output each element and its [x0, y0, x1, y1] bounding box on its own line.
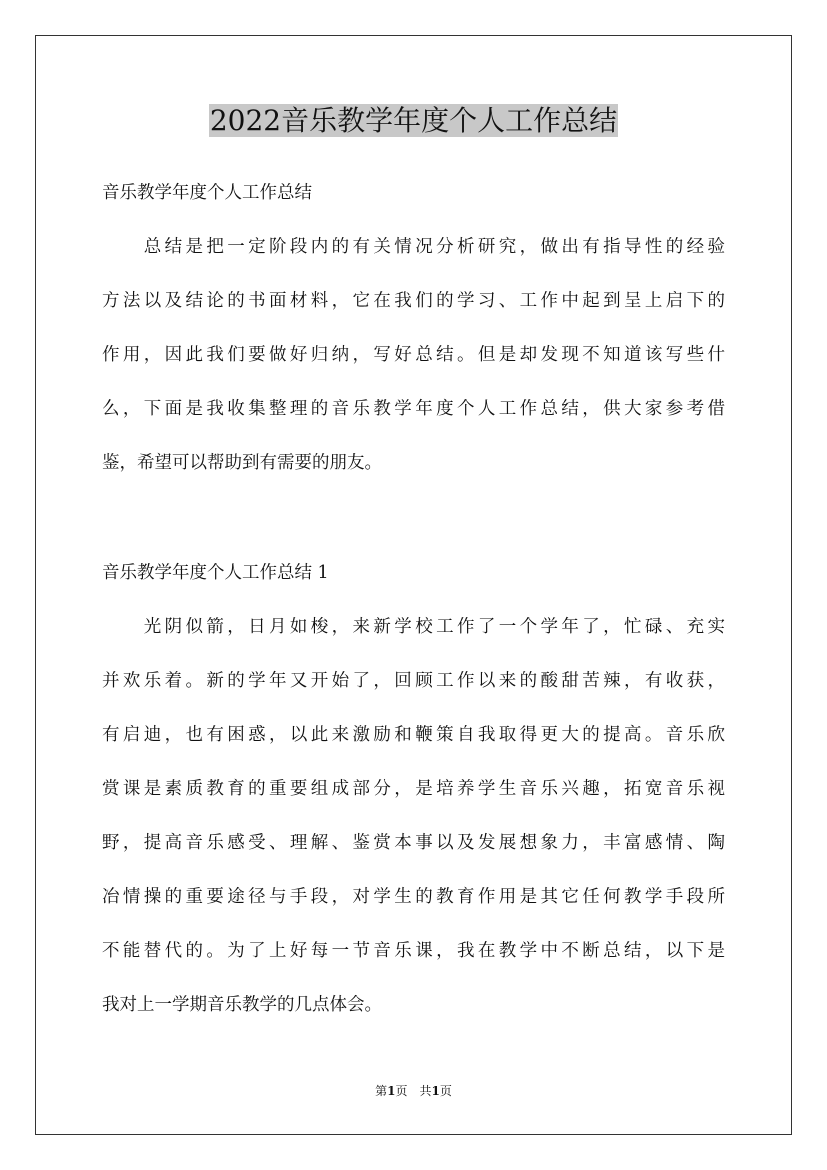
paragraph-line: 冶情操的重要途径与手段，对学生的教育作用是其它任何教学手段所 — [102, 887, 725, 907]
paragraph-line: 方法以及结论的书面材料，它在我们的学习、工作中起到呈上启下的 — [102, 291, 725, 311]
paragraph-line: 有启迪，也有困惑，以此来激励和鞭策自我取得更大的提高。音乐欣 — [102, 725, 725, 745]
paragraph-line: 我对上一学期音乐教学的几点体会。 — [102, 995, 382, 1015]
footer-total-pages: 1 — [431, 1084, 440, 1098]
page-footer — [0, 1083, 827, 1099]
document-title-text: 2022音乐教学年度个人工作总结 — [209, 104, 618, 137]
document-title — [0, 101, 827, 141]
paragraph-line: 光阴似箭，日月如梭，来新学校工作了一个学年了，忙碌、充实 — [102, 617, 725, 637]
paragraph-line: 总结是把一定阶段内的有关情况分析研究，做出有指导性的经验 — [102, 237, 725, 257]
paragraph-line: 作用，因此我们要做好归纳，写好总结。但是却发现不知道该写些什 — [102, 345, 725, 365]
paragraph-line: 野，提高音乐感受、理解、鉴赏本事以及发展想象力，丰富感情、陶 — [102, 833, 725, 853]
section-heading-1: 音乐教学年度个人工作总结 1 — [102, 563, 329, 583]
footer-page-prefix: 第 — [375, 1084, 388, 1098]
footer-page-suffix: 页 共 — [395, 1084, 432, 1098]
footer-page-number: 1 — [387, 1084, 396, 1098]
paragraph-line: 并欢乐着。新的学年又开始了，回顾工作以来的酸甜苦辣，有收获， — [102, 671, 725, 691]
footer-total-suffix: 页 — [439, 1084, 452, 1098]
paragraph-line: 赏课是素质教育的重要组成部分，是培养学生音乐兴趣，拓宽音乐视 — [102, 779, 725, 799]
paragraph-line: 么，下面是我收集整理的音乐教学年度个人工作总结，供大家参考借 — [102, 399, 725, 419]
paragraph-line: 不能替代的。为了上好每一节音乐课，我在教学中不断总结，以下是 — [102, 941, 725, 961]
paragraph-line: 鉴，希望可以帮助到有需要的朋友。 — [102, 453, 382, 473]
section-heading-intro: 音乐教学年度个人工作总结 — [102, 183, 312, 203]
